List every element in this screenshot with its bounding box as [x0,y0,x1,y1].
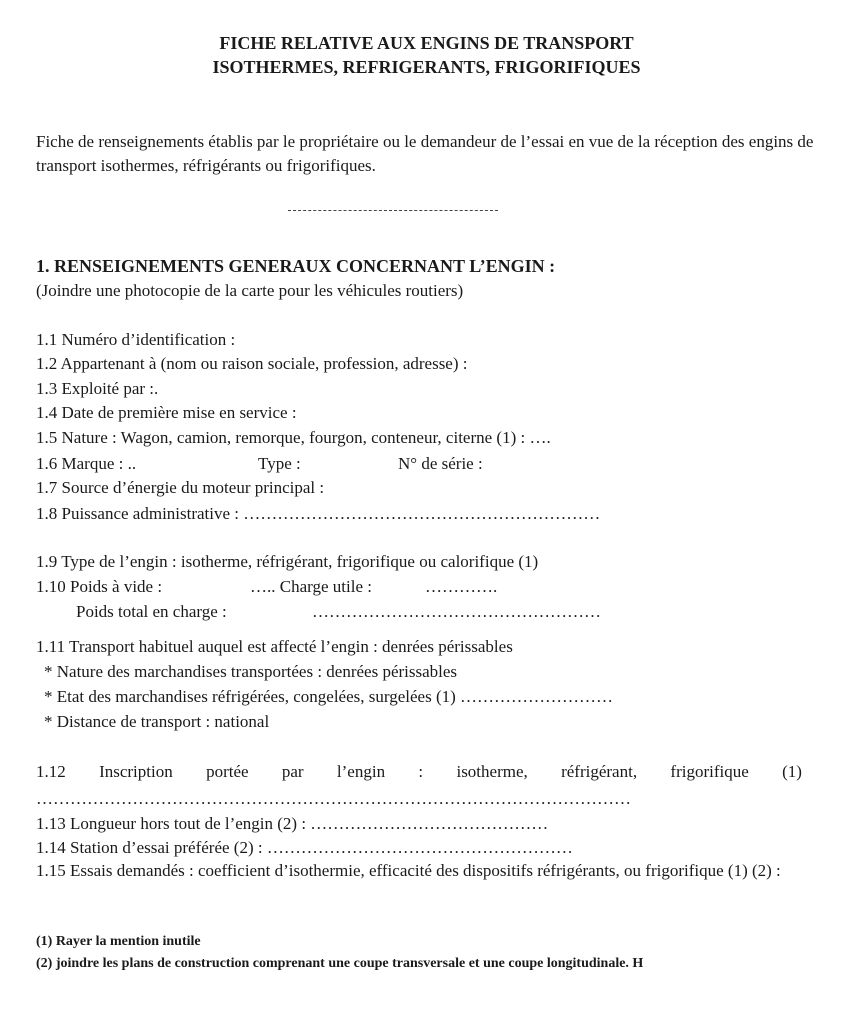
item-1-3: 1.3 Exploité par :. [36,379,159,398]
intro-paragraph: Fiche de renseignements établis par le propriétaire ou le demandeur de l’essai en vue de la réception des engins de transport isothermes, réfrigérants ou frigorifiques. [36,132,814,175]
item-1-12-word: (1) [782,762,802,781]
item-1-12-word: 1.12 [36,762,66,781]
separator-line [288,210,498,211]
item-1-6-type: Type : [258,454,301,473]
item-1-12-word: par [281,762,304,781]
item-1-10-poids: 1.10 Poids à vide : [36,577,163,596]
item-1-13: 1.13 Longueur hors tout de l’engin (2) : …………………………………… [36,814,549,833]
footnote-2: (2) joindre les plans de construction comprenant une coupe transversale et une coupe longitudinale. H [36,956,644,971]
item-1-9: 1.9 Type de l’engin : isotherme, réfrigérant, frigorifique ou calorifique (1) [36,552,539,571]
footnote-1: (1) Rayer la mention inutile [36,934,201,949]
item-1-1: 1.1 Numéro d’identification : [36,330,236,349]
item-1-5: 1.5 Nature : Wagon, camion, remorque, fourgon, conteneur, citerne (1) : …. [36,428,551,447]
item-1-2: 1.2 Appartenant à (nom ou raison sociale, profession, adresse) : [36,354,468,373]
item-1-11: 1.11 Transport habituel auquel est affecté l’engin : denrées périssables [36,637,513,656]
item-1-12-word: isotherme, [456,762,528,781]
item-1-10-charge-dots: …………. [425,577,498,596]
document-title-line-2: ISOTHERMES, REFRIGERANTS, FRIGORIFIQUES [212,57,641,77]
item-1-12-word: réfrigérant, [561,762,638,781]
item-1-12-word: Inscription [99,762,173,781]
document-title-line-1: FICHE RELATIVE AUX ENGINS DE TRANSPORT [219,33,634,53]
item-1-10-charge-utile: ….. Charge utile : [250,577,372,596]
item-1-10-total: Poids total en charge : [76,602,227,621]
item-1-6-serie: N° de série : [398,454,483,473]
item-1-11-etat: * Etat des marchandises réfrigérées, congelées, surgelées (1) ……………………… [44,687,614,706]
item-1-14: 1.14 Station d’essai préférée (2) : ……………………………………………… [36,838,573,857]
item-1-7: 1.7 Source d’énergie du moteur principal : [36,478,325,497]
item-1-10-total-dots: …………………………………………… [312,602,601,621]
item-1-12-word: : [418,762,424,781]
item-1-12-dots: …………………………………………………………………………………………… [36,789,631,808]
item-1-8: 1.8 Puissance administrative : ……………………………………………………… [36,504,601,523]
item-1-12 [36,762,802,782]
item-1-15: 1.15 Essais demandés : coefficient d’isothermie, efficacité des dispositifs réfrigérants, ou frigorifique (1) (2) : [36,861,781,880]
item-1-4: 1.4 Date de première mise en service : [36,403,297,422]
item-1-11-nature: * Nature des marchandises transportées : denrées périssables [44,662,458,681]
item-1-12-word: frigorifique [670,762,749,781]
item-1-12-word: l’engin [336,762,386,781]
item-1-11-distance: * Distance de transport : national [44,712,270,731]
item-1-12-word: portée [206,762,249,781]
section-1-heading: 1. RENSEIGNEMENTS GENERAUX CONCERNANT L’ENGIN : [36,256,556,276]
item-1-6-marque: 1.6 Marque : .. [36,454,137,473]
section-1-note: (Joindre une photocopie de la carte pour les véhicules routiers) [36,281,464,300]
